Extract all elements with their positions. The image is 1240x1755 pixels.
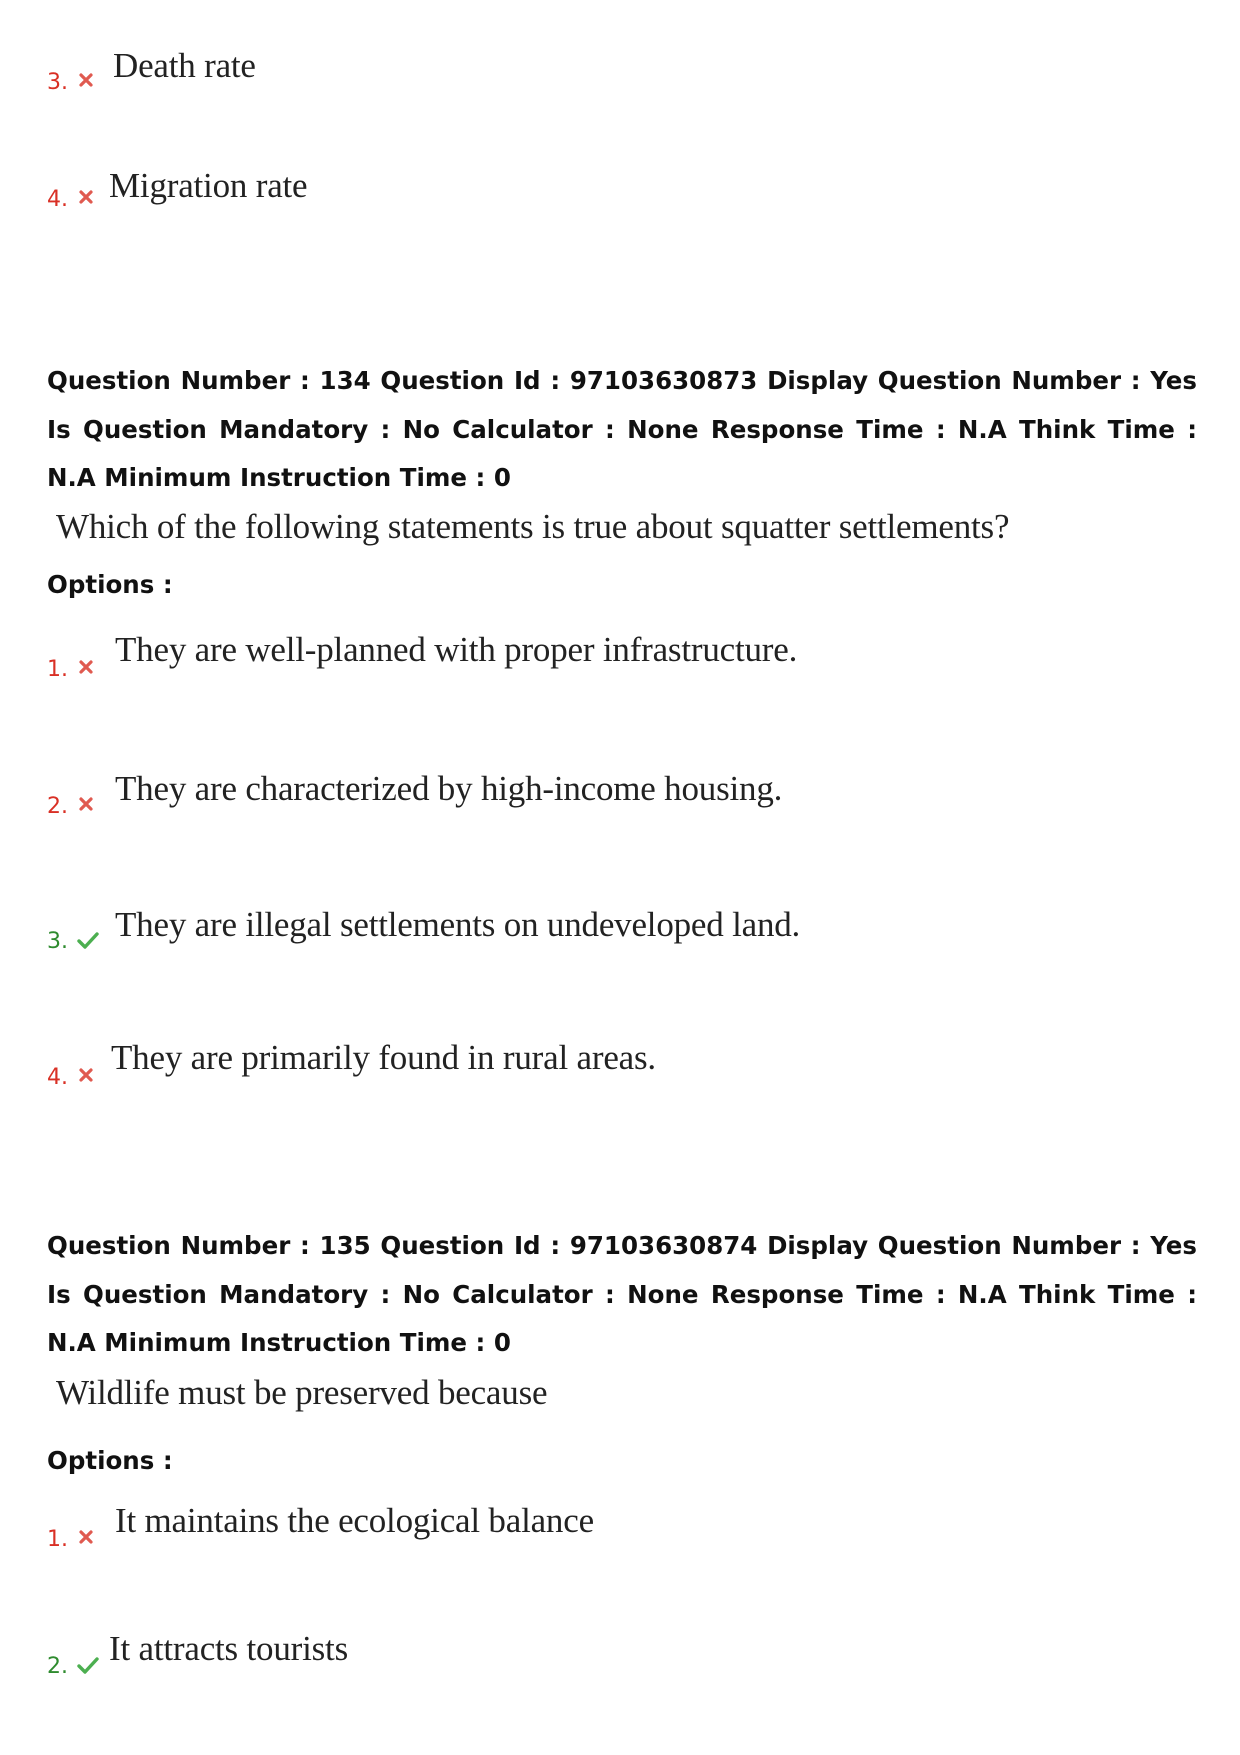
- question-135-text: Wildlife must be preserved because: [56, 1373, 548, 1412]
- option-number: 3.: [47, 70, 68, 95]
- option-text: They are well-planned with proper infrastructure.: [115, 630, 798, 669]
- cross-icon: [77, 795, 95, 813]
- check-icon: [77, 931, 99, 949]
- options-label: Options :: [47, 1446, 173, 1475]
- option-text: They are illegal settlements on undeveloped land.: [115, 905, 801, 944]
- option-text: Death rate: [113, 46, 256, 85]
- option-number: 1.: [47, 1527, 68, 1552]
- option-number: 1.: [47, 657, 68, 682]
- option-text: It maintains the ecological balance: [115, 1501, 594, 1540]
- options-label: Options :: [47, 570, 173, 599]
- option-number: 2.: [47, 794, 68, 819]
- option-number: 3.: [47, 929, 68, 954]
- question-135-meta: Question Number : 135 Question Id : 97103630874 Display Question Number : Yes Is Question Mandatory : No Calculator : None Response Time : N.A Think Time : N.A Minimum Instruction Time : 0: [47, 1231, 1197, 1357]
- question-134-meta: Question Number : 134 Question Id : 97103630873 Display Question Number : Yes Is Question Mandatory : No Calculator : None Response Time : N.A Think Time : N.A Minimum Instruction Time : 0: [47, 366, 1197, 492]
- cross-icon: [77, 1066, 95, 1084]
- question-134-text: Which of the following statements is true about squatter settlements?: [56, 507, 1010, 546]
- option-number: 4.: [47, 1065, 68, 1090]
- option-text: They are characterized by high-income housing.: [115, 769, 783, 808]
- option-text: They are primarily found in rural areas.: [111, 1038, 656, 1077]
- option-text: It attracts tourists: [109, 1629, 349, 1668]
- cross-icon: [77, 658, 95, 676]
- option-number: 2.: [47, 1654, 68, 1679]
- cross-icon: [77, 1528, 95, 1546]
- cross-icon: [77, 188, 95, 206]
- cross-icon: [77, 71, 95, 89]
- check-icon: [77, 1656, 99, 1674]
- option-text: Migration rate: [109, 166, 308, 205]
- option-number: 4.: [47, 187, 68, 212]
